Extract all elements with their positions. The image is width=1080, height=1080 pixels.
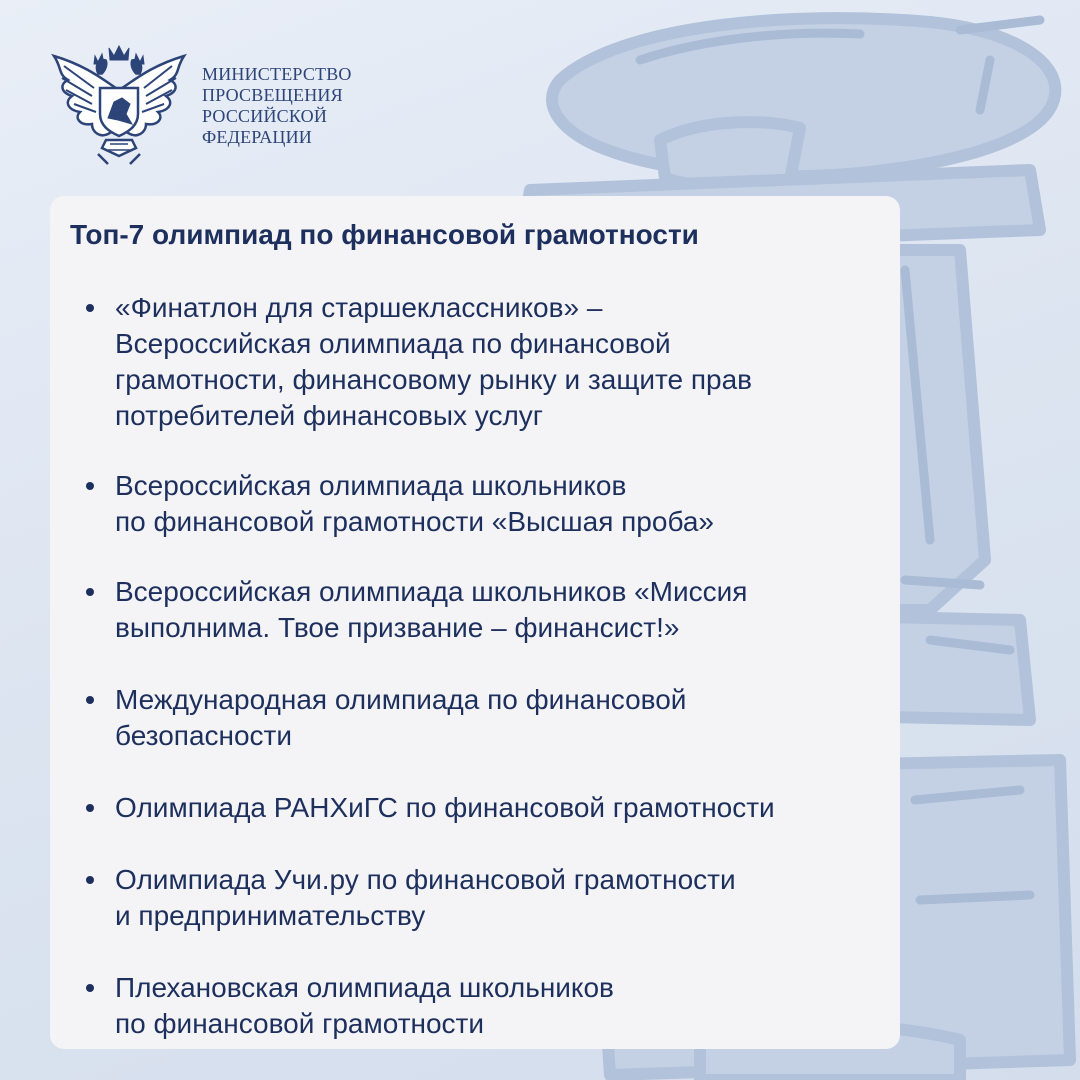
list-item (86, 290, 876, 434)
list-item-line: по финансовой грамотности (115, 1008, 485, 1039)
list-item-line: Олимпиада РАНХиГС по финансовой грамотности (115, 792, 775, 823)
ministry-name-line: ФЕДЕРАЦИИ (202, 127, 312, 147)
list-item-line: потребителей финансовых услуг (115, 400, 544, 431)
bullet-icon (86, 876, 94, 884)
list-item-line: Олимпиада Учи.ру по финансовой грамотности (115, 864, 736, 895)
list-item-line: Всероссийская олимпиада по финансовой (115, 328, 671, 359)
ministry-name-line: МИНИСТЕРСТВО (202, 64, 352, 84)
bullet-icon (86, 588, 94, 596)
list-item-text (115, 682, 876, 754)
list-item-text (115, 970, 876, 1042)
bullet-icon (86, 696, 94, 704)
list-item (86, 790, 876, 826)
list-item-line: Международная олимпиада по финансовой (115, 684, 687, 715)
list-item-text (115, 574, 876, 646)
list-item-line: выполнима. Твое призвание – финансист!» (115, 612, 680, 643)
list-item-line: «Финатлон для старшеклассников» – (115, 292, 603, 323)
bullet-icon (86, 984, 94, 992)
double-headed-eagle-emblem-icon (48, 44, 190, 168)
list-item-line: безопасности (115, 720, 293, 751)
ministry-name-line: РОССИЙСКОЙ (202, 106, 328, 126)
list-item-line: Всероссийская олимпиада школьников (115, 470, 627, 501)
bullet-icon (86, 304, 94, 312)
bullet-icon (86, 482, 94, 490)
ministry-header (48, 44, 352, 168)
card-title: Топ-7 олимпиад по финансовой грамотности (70, 219, 699, 250)
list-item (86, 468, 876, 540)
list-item-line: Всероссийская олимпиада школьников «Миссия (115, 576, 748, 607)
ministry-name-line: ПРОСВЕЩЕНИЯ (202, 85, 343, 105)
list-item-line: Плехановская олимпиада школьников (115, 972, 614, 1003)
list-item-line: грамотности, финансовому рынку и защите прав (115, 364, 753, 395)
list-item-text (115, 790, 876, 826)
list-item-line: и предпринимательству (115, 900, 426, 931)
list-item-text (115, 862, 876, 934)
list-item-text (115, 468, 876, 540)
list-item-line: по финансовой грамотности «Высшая проба» (115, 506, 714, 537)
list-item (86, 682, 876, 754)
list-item (86, 862, 876, 934)
ministry-name (202, 64, 352, 148)
bullet-icon (86, 804, 94, 812)
list-item-text (115, 290, 876, 434)
olympiads-card (50, 196, 900, 1049)
list-item (86, 574, 876, 646)
list-item (86, 970, 876, 1042)
